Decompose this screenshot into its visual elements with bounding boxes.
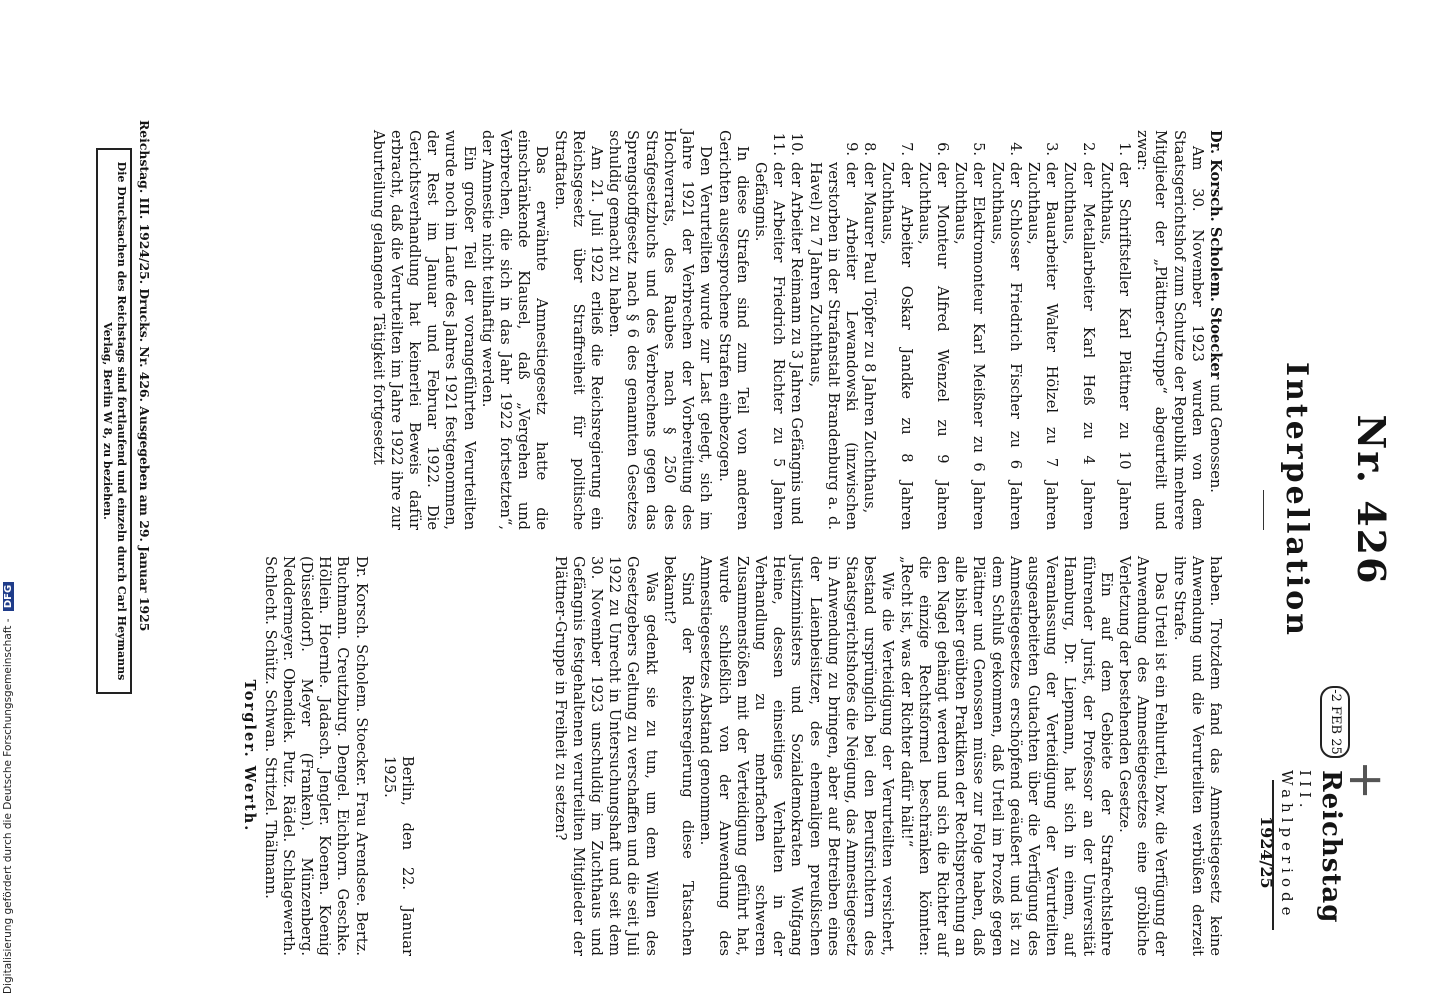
list-item-number: 11. <box>770 132 788 156</box>
list-item-text: der Schriftsteller Karl Plättner zu 10 Jahren Zuchthaus, <box>1097 162 1133 530</box>
list-item <box>1060 130 1096 530</box>
list-item-number: 10. <box>788 132 806 156</box>
paragraph: Ein großer Teil der vorangeführten Verurteilten wurde noch im Laufe des Jahres 1921 festgenommen, der Rest im Januar und Februar 1922. Die Gerichtsverhandlung hat keinerlei Beweis dafür erbracht, daß die Verurteilten im Jahre 1922 ihre zur Aburteilung gelangende Tätigkeit fortgesetzt <box>369 130 478 530</box>
list-item-number: 6. <box>933 142 951 156</box>
list-item <box>987 130 1023 530</box>
list-item-text: der Maurer Paul Töpfer zu 8 Jahren Zuchthaus, <box>861 162 879 514</box>
list-item <box>787 130 805 530</box>
document-title: Interpellation <box>1279 362 1314 638</box>
list-item-text: der Arbeiter Lewandowski (inzwischen verstorben in der Strafanstalt Brandenburg a. d. Havel) zu 7 Jahren Zuchthaus, <box>806 162 860 530</box>
received-stamp: -2 FEB 25 <box>1320 686 1350 758</box>
list-item <box>860 130 878 530</box>
intro-paragraph <box>1206 130 1224 530</box>
list-item-text: der Schlosser Friedrich Fischer zu 6 Jahren Zuchthaus, <box>988 162 1024 530</box>
paragraph: Am 21. Juli 1922 erließ die Reichsregierung ein Reichsgesetz über Straffreiheit für politische Straftaten. <box>551 130 606 530</box>
signature-block <box>240 556 424 956</box>
question-paragraph: Was gedenkt sie zu tun, um dem Willen des Gesetzgebers Geltung zu verschaffen und die seit Juli 1922 zu Unrecht in Untersuchungshaft und seit dem 30. November 1923 unschuldig im Zuchthaus und Gefängnis festgehaltenen verurteilten Mitglieder der Plättner-Gruppe in Freiheit zu setzen? <box>551 556 660 956</box>
list-item <box>915 130 951 530</box>
list-item-number: 8. <box>861 142 879 156</box>
document-number: Nr. 426 <box>1349 414 1394 586</box>
intro-authors: Dr. Korsch. Scholem. Stoecker <box>1207 130 1224 380</box>
footer-imprint: Reichstag. III. 1924/25. Drucks. Nr. 426. Ausgegeben am 29. Januar 1925 <box>137 120 152 632</box>
sentence-list <box>751 130 1133 530</box>
intro-tail: und Genossen. <box>1207 383 1224 493</box>
list-item <box>805 130 860 530</box>
list-item-text: der Arbeiter Oskar Jandke zu 8 Jahren Zuchthaus, <box>879 162 915 530</box>
list-item-number: 9. <box>842 142 860 156</box>
list-item-text: der Metallarbeiter Karl Heß zu 4 Jahren Zuchthaus, <box>1061 162 1097 530</box>
paragraph: Am 30. November 1923 wurden von dem Staatsgerichtshof zum Schutze der Republik mehrere Mitglieder der „Plättner-Gruppe“ abgeurteilt und zwar: <box>1134 130 1206 530</box>
wahlperiode-label: III. Wahlperiode <box>1278 770 1314 921</box>
left-column <box>368 130 1224 530</box>
paragraph: Ein auf dem Gebiete der Strafrechtslehre führender Jurist, der Professor an der Universität Hamburg, Dr. Liepmann, hat sich in einem, auf Veranlassung der Verteidigung der Verurteilten ausgearbeiteten Gutachten über die Verfügung des Amnestiegesetzes erschöpfend geäußert und ist zu dem Schluß gekommen, daß Urteil im Prozeß gegen Plättner und Genossen müsse zur Folge haben, daß alle bisher geübten Praktiken der Rechtsprechung an den Nagel gehängt werden und sich die Richter auf die einzige Rechtsformel beschränken könnten: „Recht ist, was der Richter dafür hält!“ <box>897 556 1115 956</box>
title-rule <box>1263 490 1264 530</box>
paragraph: haben. Trotzdem fand das Amnestiegesetz keine Anwendung und die Verurteilten verbüßen derzeit ihre Strafe. <box>1170 556 1224 956</box>
paragraph: Das Urteil ist ein Fehlurteil, bzw. die Verfügung der Anwendung des Amnestiegesetzes eine gröbliche Verletzung der bestehenden Gesetze. <box>1115 556 1170 956</box>
digitization-text: Digitalisierung gefördert durch die Deutsche Forschungsgemeinschaft - <box>2 618 14 994</box>
paragraph: Den Verurteilten wurde zur Last gelegt, sich im Jahre 1921 der Verbrechen der Vorbereitung des Hochverrats, des Raubes nach § 250 des Strafgesetzbuchs und des Verbrechens gegen das Sprengstoffgesetz nach § 6 des genannten Gesetzes schuldig gemacht zu haben. <box>606 130 715 530</box>
paragraph: Wie die Verteidigung der Verurteilten versichert, bestand ursprünglich bei den Berufsrichtern des Staatsgerichtshofes die Neigung, das Amnestiegesetz in Anwendung zu bringen, aber auf Betreiben eines der Laienbeisitzer, des ehemaligen preußischen Justizministers und Sozialdemokraten Wolfgang Heine, dessen einseitiges Verhalten in der Verhandlung zu mehrfachen schweren Zusammenstößen mit der Verteidigung geführt hat, wurde schließlich von der Anwendung des Amnestiegesetzes Abstand genommen. <box>697 556 897 956</box>
list-item <box>751 130 787 530</box>
signature-date: Berlin, den 22. Januar 1925. <box>380 756 416 956</box>
signatory-names: Dr. Korsch. Scholem. Stoecker. Frau Arendsee. Bertz. Buchmann. Creutzburg. Dengel. Eichhorn. Geschke. Höllein. Hoernle. Jadasch. Jengler. Koenen. Koenig (Düsseldorf). Meyer (Franken). Münzenberg. Neddermeyer. Obendiek. Putz. Rädel. Schlagewerth. Schlecht. Schütz. Schwan. Stritzel. Thälmann. <box>261 556 370 956</box>
pencil-mark-icon: + <box>1338 760 1394 801</box>
list-item-number: 7. <box>897 142 915 156</box>
dfg-logo: DFG <box>3 582 14 611</box>
footer-notice-box: Die Drucksachen des Reichstags sind fortlaufend und einzeln durch Carl Heymanns Verlag, Berlin W 8, zu beziehen. <box>96 148 132 694</box>
list-item <box>878 130 914 530</box>
list-item-number: 3. <box>1043 142 1061 156</box>
question-paragraph: Sind der Reichsregierung diese Tatsachen bekannt? <box>660 556 697 956</box>
list-item-text: der Arbeiter Friedrich Richter zu 5 Jahren Gefängnis. <box>751 162 788 530</box>
reichstag-label: Reichstag <box>1316 770 1346 924</box>
list-item <box>951 130 987 530</box>
list-item-text: der Elektromonteur Karl Meißner zu 6 Jahren Zuchthaus, <box>952 162 988 530</box>
list-item <box>1097 130 1133 530</box>
list-item-text: der Bauarbeiter Walter Hölzel zu 7 Jahren Zuchthaus, <box>1024 162 1061 530</box>
years-label: 1924/25 <box>1257 816 1276 889</box>
signatory-last-line: Torgler. Werth. <box>241 679 259 833</box>
header-rule <box>1272 780 1274 930</box>
list-item-text: der Arbeiter Reimann zu 3 Jahren Gefängnis und <box>788 162 806 525</box>
list-item-text: der Monteur Alfred Wenzel zu 9 Jahren Zuchthaus, <box>915 162 951 530</box>
list-item-number: 1. <box>1115 142 1133 156</box>
list-item-number: 5. <box>970 142 988 156</box>
list-item-number: 2. <box>1079 142 1097 156</box>
right-column <box>550 556 1224 956</box>
list-item <box>1024 130 1060 530</box>
paragraph: In diese Strafen sind zum Teil von anderen Gerichten ausgesprochene Strafen einbezogen. <box>715 130 751 530</box>
list-item-number: 4. <box>1006 142 1024 156</box>
paragraph: Das erwähnte Amnestiegesetz hatte die einschränkende Klausel, daß „Vergehen und Verbrechen, die sich in das Jahr 1922 fortsetzten“, der Amnestie nicht teilhaftig werden. <box>478 130 551 530</box>
